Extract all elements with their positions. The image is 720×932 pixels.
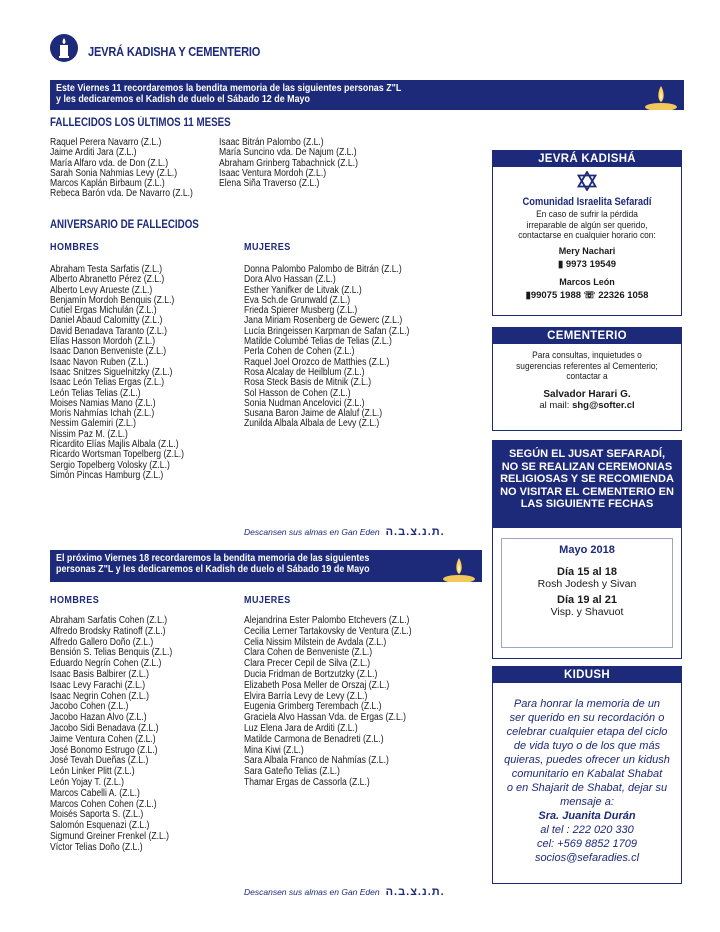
- list-item: José Bonomo Estrugo (Z.L.): [50, 744, 158, 756]
- list-item: Mina Kiwi (Z.L.): [244, 744, 304, 756]
- aniversario-mujeres-list: [244, 265, 409, 430]
- list-item: Graciela Alvo Hassan Vda. de Ergas (Z.L.): [244, 712, 407, 724]
- aniversario-title: ANIVERSARIO DE FALLECIDOS: [50, 219, 199, 231]
- fallecidos-col1: [50, 138, 193, 200]
- kidush-tel[interactable]: al tel : 222 020 330: [540, 824, 634, 836]
- list-item: Abraham Sarfatis Cohen (Z.L.): [50, 615, 168, 626]
- list-item: Matilde Columbé Telias de Telias (Z.L.): [244, 336, 392, 348]
- cementerio-text-2: sugerencias referentes al Cementerio;: [516, 360, 658, 372]
- list-item: Frieda Spierer Musberg (Z.L.): [244, 305, 358, 317]
- mobile-phone-icon: ▮: [525, 289, 531, 301]
- fechas-inner: [501, 538, 673, 648]
- hebrew-acronym: ת.נ.צ.ב.ה.: [385, 526, 445, 538]
- list-item: León Telias Telias (Z.L.): [50, 387, 141, 399]
- list-item: Víctor Telias Doño (Z.L.): [50, 841, 143, 853]
- fechas-day-2: Día 19 al 21: [557, 594, 617, 606]
- candle-logo-icon: [50, 34, 78, 62]
- list-item: Susana Baron Jaime de Alaluf (Z.L.): [244, 408, 383, 420]
- jusat-line-2: NO SE REALIZAN CEREMONIAS: [501, 460, 673, 473]
- jevra-kadisha-box: [492, 150, 682, 316]
- list-item: Nessim Galemiri (Z.L.): [50, 418, 137, 430]
- fechas-day-1: Día 15 al 18: [557, 566, 617, 578]
- list-item: Jaime Ventura Cohen (Z.L.): [50, 733, 156, 745]
- list-item: Isaac Levy Farachi (Z.L.): [50, 679, 146, 691]
- contact1-phone[interactable]: 9973 19549: [565, 258, 617, 270]
- page-title: JEVRÁ KADISHA Y CEMENTERIO: [88, 44, 261, 59]
- list-item: Sara Gateño Telias (Z.L.): [244, 766, 340, 778]
- list-item: Luz Elena Jara de Arditi (Z.L.): [244, 722, 358, 734]
- list-item: Cecilia Lerner Tartakovsky de Ventura (Z.L.): [244, 625, 412, 637]
- list-item: Raquel Joel Orozco de Matthies (Z.L.): [244, 356, 390, 368]
- list-item: María Suncino vda. De Najum (Z.L.): [219, 147, 357, 159]
- list-item: Alberto Levy Arueste (Z.L.): [50, 284, 153, 296]
- list-item: Sergio Topelberg Volosky (Z.L.): [50, 459, 170, 471]
- semana2-hombres-list: [50, 616, 172, 854]
- contact2-phone-row: [493, 290, 681, 301]
- list-item: Jana Miriam Rosenberg de Gewerc (Z.L.): [244, 315, 403, 327]
- list-item: Jacobo Hazan Alvo (Z.L.): [50, 712, 147, 724]
- list-item: Marcos Cohen Cohen (Z.L.): [50, 798, 157, 810]
- jusat-line-1: SEGÚN EL JUSAT SEFARADÍ,: [508, 448, 666, 460]
- list-item: Clara Cohen de Benveniste (Z.L.): [244, 647, 373, 659]
- list-item: Esther Yanifker de Litvak (Z.L.): [244, 284, 362, 296]
- list-item: Jacobo Sidi Benadava (Z.L.): [50, 722, 159, 734]
- rest-in-peace-line-1: [244, 526, 445, 538]
- list-item: Dora Alvo Hassan (Z.L.): [244, 274, 336, 286]
- list-item: Alejandrina Ester Palombo Etchevers (Z.L.): [244, 615, 410, 626]
- list-item: Eugenia Grimberg Terembach (Z.L.): [244, 701, 382, 713]
- org-name: Comunidad Israelita Sefaradí: [522, 196, 652, 208]
- list-item: Lucía Bringeissen Karpman de Safan (Z.L.): [244, 325, 410, 337]
- banner-week2: [50, 550, 482, 582]
- list-item: Isaac Bitrán Palombo (Z.L.): [219, 137, 324, 148]
- semana2-mujeres-list: [244, 616, 412, 789]
- list-item: María Alfaro vda. de Don (Z.L.): [50, 157, 169, 169]
- list-item: Isaac Danon Benveniste (Z.L.): [50, 346, 167, 358]
- list-item: Daniel Abaud Calomitty (Z.L.): [50, 315, 163, 327]
- kidush-line: Para honrar la memoria de un: [513, 698, 661, 710]
- jusat-line-3: RELIGIOSAS Y SE RECOMIENDA: [500, 473, 674, 485]
- list-item: Isaac León Telias Ergas (Z.L.): [50, 377, 165, 389]
- star-of-david-icon: [493, 171, 681, 196]
- list-item: Sara Albala Franco de Nahmías (Z.L.): [244, 755, 389, 767]
- kidush-line: ser querido en su recordación o: [509, 712, 665, 724]
- contact1-phone-row: [493, 259, 681, 270]
- list-item: Bensión S. Telias Benquis (Z.L.): [50, 647, 173, 659]
- list-item: Salomón Esquenazi (Z.L.): [50, 820, 150, 832]
- list-item: Donna Palombo Palombo de Bitrán (Z.L.): [244, 264, 402, 275]
- cementerio-mail[interactable]: shg@softer.cl: [572, 399, 635, 411]
- kidush-line: de vida tuyo o de los que más: [513, 740, 661, 752]
- list-item: Sarah Sonia Nahmias Levy (Z.L.): [50, 167, 178, 179]
- kidush-body: [493, 697, 681, 865]
- kidush-line: quieras, puedes ofrecer un kidush: [504, 754, 670, 766]
- fechas-event-1: Rosh Jodesh y Sivan: [537, 578, 637, 590]
- list-item: Abraham Testa Sarfatis (Z.L.): [50, 264, 163, 275]
- contact2-name: Marcos León: [559, 276, 615, 287]
- list-item: Isaac Snitzes Siguelnitzky (Z.L.): [50, 366, 173, 378]
- jusat-line-4: NO VISITAR EL CEMENTERIO EN: [500, 485, 674, 498]
- contact2-phone[interactable]: 99075 1988: [530, 289, 582, 301]
- contact1-name: Mery Nachari: [558, 245, 616, 256]
- list-item: Alberto Abranetto Pérez (Z.L.): [50, 274, 165, 286]
- list-item: Simón Pincas Hamburg (Z.L.): [50, 469, 164, 481]
- list-item: Elvira Barría Levy de Levy (Z.L.): [244, 690, 368, 702]
- banner-line1: Este Viernes 11 recordaremos la bendita memoria de las siguientes personas Z"L: [56, 82, 402, 94]
- list-item: Rebeca Barón vda. De Navarro (Z.L.): [50, 188, 193, 200]
- cementerio-text-3: contactar a: [566, 371, 608, 382]
- kidush-line: celebrar cualquier etapa del ciclo: [506, 726, 668, 738]
- list-item: Moises Namias Mano (Z.L.): [50, 397, 156, 409]
- list-item: Marcos Kaplán Birbaum (Z.L.): [50, 178, 165, 190]
- list-item: Benjamín Mordoh Benquis (Z.L.): [50, 294, 175, 306]
- list-item: Zunilda Albala Albala de Levy (Z.L.): [244, 418, 380, 430]
- hombres-header-2: HOMBRES: [50, 595, 100, 606]
- list-item: León Yojay T. (Z.L.): [50, 776, 124, 788]
- kidush-line: o en Shajarit de Shabat, dejar su: [506, 782, 668, 794]
- mobile-phone-icon: ▮: [557, 258, 564, 270]
- kidush-header: KIDUSH: [493, 667, 681, 683]
- list-item: Rosa Steck Basis de Mitnik (Z.L.): [244, 377, 372, 389]
- fechas-box: [492, 527, 682, 659]
- kidush-box: [492, 666, 682, 884]
- kidush-mail[interactable]: socios@sefaradies.cl: [534, 852, 640, 864]
- jevra-text-2: irreparable de algún ser querido,: [526, 219, 648, 231]
- jusat-line-5: LAS SIGUIENTE FECHAS: [520, 498, 654, 510]
- list-item: Alfredo Gallero Doño (Z.L.): [50, 636, 154, 648]
- rest-text: Descansen sus almas en Gan Eden: [244, 527, 380, 537]
- jevra-text-1: En caso de sufrir la pérdida: [536, 209, 638, 220]
- jusat-notice: [492, 440, 682, 528]
- list-item: Clara Precer Cepil de Silva (Z.L.): [244, 658, 371, 670]
- rest-in-peace-line-2: [244, 886, 445, 898]
- cementerio-contact-name: Salvador Harari G.: [543, 388, 631, 400]
- mujeres-header: MUJERES: [244, 242, 291, 253]
- cementerio-box: [492, 327, 682, 431]
- list-item: Perla Cohen de Cohen (Z.L.): [244, 346, 355, 358]
- jevra-text-3: contactarse en cualquier horario con:: [518, 230, 656, 241]
- list-item: Sigmund Greiner Frenkel (Z.L.): [50, 830, 170, 842]
- phone-icon: ☏: [583, 289, 596, 301]
- list-item: Isaac Negrin Cohen (Z.L.): [50, 690, 149, 702]
- list-item: Ricardo Wortsman Topelberg (Z.L.): [50, 449, 184, 461]
- list-item: Sol Hasson de Cohen (Z.L.): [244, 387, 351, 399]
- list-item: León Linker Plitt (Z.L.): [50, 766, 135, 778]
- list-item: Isaac Basis Balbirer (Z.L.): [50, 668, 149, 680]
- list-item: Jacobo Cohen (Z.L.): [50, 701, 129, 713]
- jevra-kadisha-header: JEVRÁ KADISHÁ: [493, 151, 681, 167]
- aniversario-hombres-list: [50, 265, 184, 481]
- fechas-event-2: Visp. y Shavuot: [550, 606, 624, 618]
- list-item: Elías Hasson Mordoh (Z.L.): [50, 336, 156, 348]
- list-item: Cutiel Ergas Michulán (Z.L.): [50, 305, 157, 317]
- list-item: Isaac Ventura Mordoh (Z.L.): [219, 167, 327, 179]
- list-item: Marcos Cabelli A. (Z.L.): [50, 787, 140, 799]
- cementerio-header: CEMENTERIO: [493, 328, 681, 344]
- list-item: Eduardo Negrín Cohen (Z.L.): [50, 658, 162, 670]
- list-item: Moisés Saporta S. (Z.L.): [50, 809, 144, 821]
- list-item: Matilde Carmona de Benadreti (Z.L.): [244, 733, 384, 745]
- list-item: Abraham Grinberg Tabachnick (Z.L.): [219, 157, 358, 169]
- kidush-cel[interactable]: cel: +569 8852 1709: [536, 838, 637, 850]
- cementerio-mail-row: [493, 400, 681, 411]
- candle-icon: [440, 552, 478, 582]
- mujeres-header-2: MUJERES: [244, 595, 291, 606]
- banner-week1: [50, 80, 684, 110]
- list-item: Jaime Arditi Jara (Z.L.): [50, 147, 137, 159]
- list-item: Celia Nissim Milstein de Avdala (Z.L.): [244, 636, 387, 648]
- candle-icon: [642, 80, 680, 110]
- list-item: David Benadava Taranto (Z.L.): [50, 325, 167, 337]
- list-item: Nissim Paz M. (Z.L.): [50, 428, 128, 440]
- mail-label: al mail:: [539, 399, 570, 411]
- hombres-header: HOMBRES: [50, 242, 100, 253]
- kidush-contact-name: Sra. Juanita Durán: [538, 810, 636, 822]
- hebrew-acronym: ת.נ.צ.ב.ה.: [385, 886, 445, 898]
- fallecidos-col2: [219, 138, 358, 189]
- list-item: Raquel Perera Navarro (Z.L.): [50, 137, 162, 148]
- cementerio-text-1: Para consultas, inquietudes o: [532, 350, 642, 361]
- list-item: Elena Siña Traverso (Z.L.): [219, 178, 320, 190]
- list-item: Alfredo Brodsky Ratinoff (Z.L.): [50, 625, 166, 637]
- fallecidos-title: FALLECIDOS LOS ÚLTIMOS 11 MESES: [50, 117, 231, 129]
- list-item: Isaac Navon Ruben (Z.L.): [50, 356, 149, 368]
- contact2-phone2[interactable]: 22326 1058: [598, 289, 649, 301]
- list-item: José Tevah Dueñas (Z.L.): [50, 755, 149, 767]
- list-item: Ducia Fridman de Bortzutzky (Z.L.): [244, 668, 378, 680]
- banner-line2: personas Z"L y les dedicaremos el Kadish de duelo el Sábado 19 de Mayo: [56, 563, 370, 575]
- banner-line2: y les dedicaremos el Kadish de duelo el Sábado 12 de Mayo: [56, 93, 310, 105]
- list-item: Thamar Ergas de Cassorla (Z.L.): [244, 776, 370, 788]
- list-item: Sonia Nudman Ancelovici (Z.L.): [244, 397, 365, 409]
- list-item: Eva Sch.de Grunwald (Z.L.): [244, 294, 351, 306]
- list-item: Elizabeth Posa Meller de Orszaj (Z.L.): [244, 679, 390, 691]
- banner-line1: El próximo Viernes 18 recordaremos la bendita memoria de las siguientes: [56, 552, 370, 564]
- rest-text: Descansen sus almas en Gan Eden: [244, 887, 380, 897]
- kidush-line: comunitario en Kabalat Shabat: [511, 768, 663, 780]
- list-item: Moris Nahmías Ichah (Z.L.): [50, 408, 155, 420]
- list-item: Ricardito Elías Majlis Albala (Z.L.): [50, 439, 179, 451]
- list-item: Rosa Alcalay de Heilblum (Z.L.): [244, 366, 365, 378]
- fechas-month: Mayo 2018: [559, 544, 615, 556]
- kidush-line: mensaje a:: [560, 796, 614, 808]
